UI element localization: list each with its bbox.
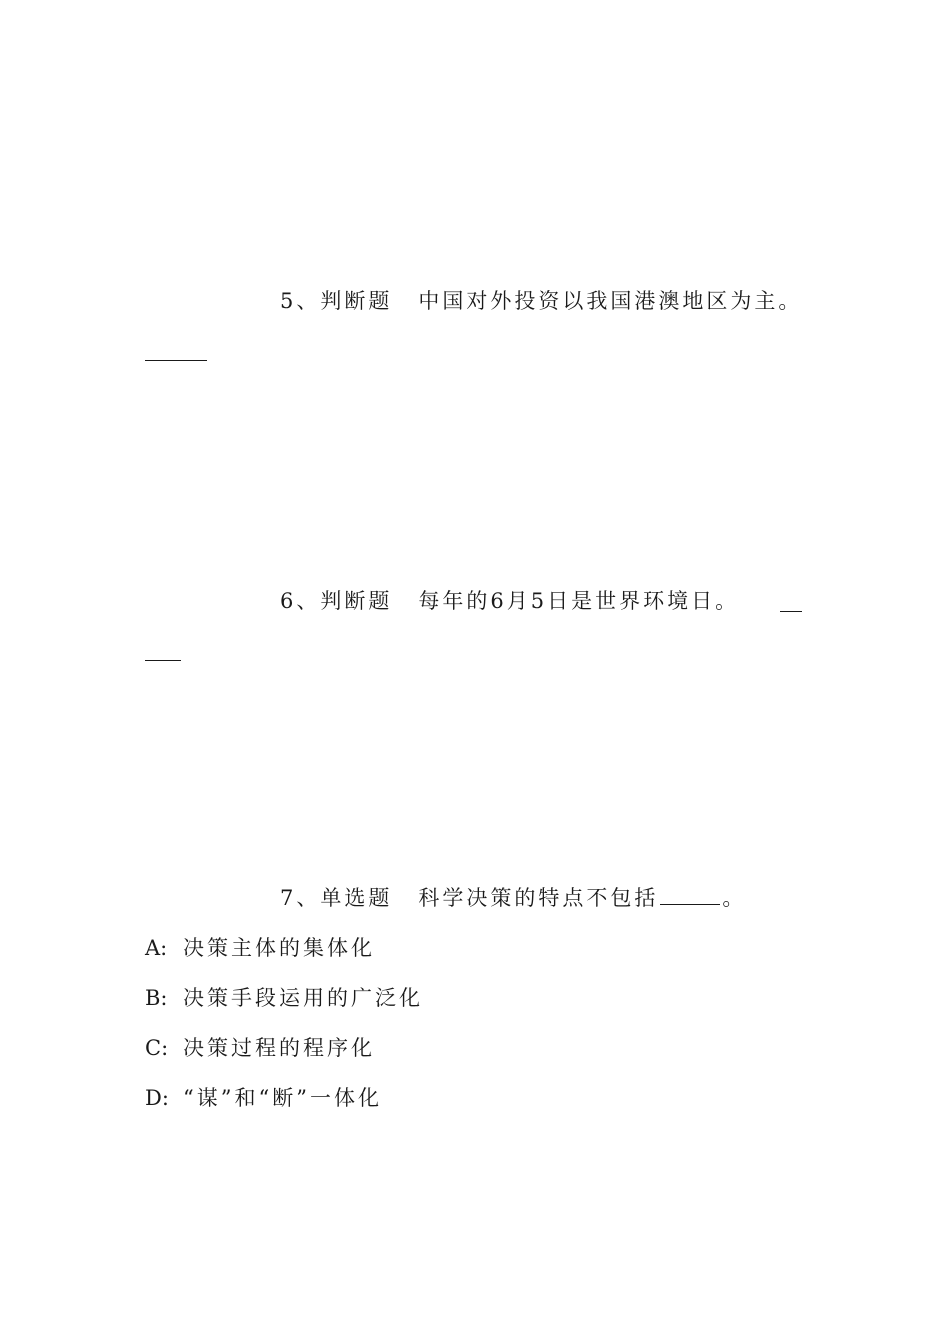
- question-6: [280, 587, 739, 615]
- answer-blank-start: [780, 611, 802, 612]
- option-key: D:: [145, 1086, 169, 1110]
- option-b: [145, 984, 423, 1012]
- question-type: 判断题: [320, 289, 393, 313]
- question-7: [280, 884, 746, 912]
- option-text: “谋”和“断”一体化: [183, 1086, 382, 1110]
- question-stem: 每年的6月5日是世界环境日。: [418, 589, 740, 613]
- option-c: [145, 1034, 375, 1062]
- question-type: 判断题: [320, 589, 393, 613]
- option-text: 决策过程的程序化: [183, 1036, 375, 1060]
- question-stem: 科学决策的特点不包括: [418, 886, 659, 910]
- answer-blank: [660, 886, 720, 905]
- question-5: [280, 287, 802, 315]
- question-stem-end: 。: [722, 886, 747, 910]
- option-text: 决策手段运用的广泛化: [183, 986, 423, 1010]
- question-number: 5、: [280, 289, 321, 313]
- question-number: 7、: [280, 886, 321, 910]
- option-text: 决策主体的集体化: [183, 936, 375, 960]
- option-a: [145, 934, 375, 962]
- option-key: B:: [145, 986, 168, 1010]
- question-number: 6、: [280, 589, 321, 613]
- answer-blank: [145, 360, 207, 361]
- option-d: [145, 1084, 382, 1112]
- option-key: C:: [145, 1036, 169, 1060]
- question-stem: 中国对外投资以我国港澳地区为主。: [418, 289, 803, 313]
- option-key: A:: [145, 936, 168, 960]
- question-type: 单选题: [320, 886, 393, 910]
- answer-blank-end: [145, 660, 181, 661]
